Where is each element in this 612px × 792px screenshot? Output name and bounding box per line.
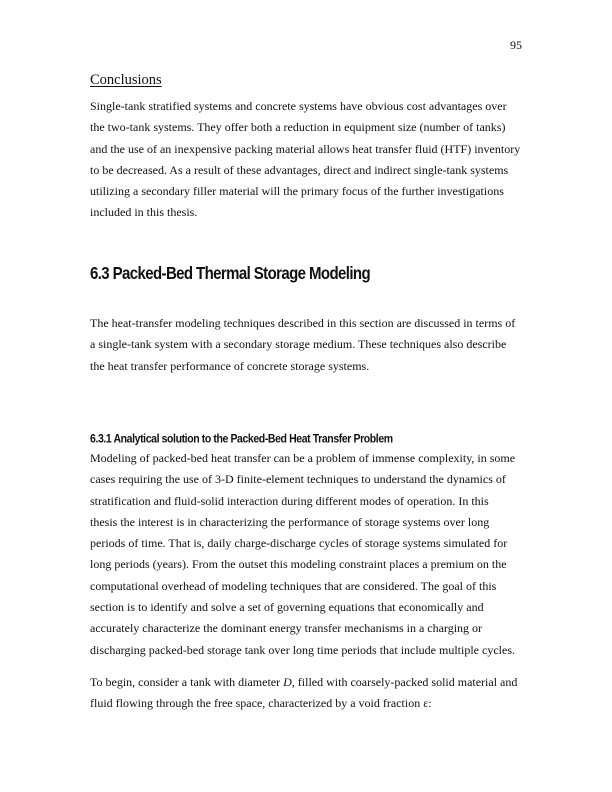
text-line: the two-tank systems. They offer both a reduction in equipment size (number of tanks)	[90, 120, 506, 135]
text-line: and the use of an inexpensive packing material allows heat transfer fluid (HTF) inventory	[90, 141, 521, 156]
text-line: Modeling of packed-bed heat transfer can be a problem of immense complexity, in some	[90, 451, 516, 465]
final-paragraph	[90, 672, 522, 715]
text-line: computational overhead of modeling techniques that are considered. The goal of this	[90, 578, 497, 593]
text-line: long periods (years). From the outset this modeling constraint places a premium on the	[90, 557, 507, 572]
text-line: discharging packed-bed storage tank over long time periods that include multiple cycles.	[90, 642, 515, 657]
text-line: fluid flowing through the free space, characterized by a void fraction ε:	[90, 696, 432, 711]
subsection-heading-6-3-1: 6.3.1 Analytical solution to the Packed-Bed Heat Transfer Problem	[90, 432, 393, 446]
text-line: section is to identify and solve a set of governing equations that economically and	[90, 600, 484, 615]
conclusions-heading: Conclusions	[90, 72, 162, 88]
text-line: to be decreased. As a result of these advantages, direct and indirect single-tank systems	[90, 162, 509, 177]
text-line: thesis the interest is in characterizing the performance of storage systems over long	[90, 514, 490, 529]
text-fragment: , filled with coarsely-packed solid material and	[291, 675, 518, 689]
text-line: Single-tank stratified systems and concrete systems have obvious cost advantages over	[90, 99, 507, 113]
text-line: a single-tank system with a secondary storage medium. These techniques also describe	[90, 337, 507, 352]
text-line: accurately characterize the dominant energy transfer mechanisms in a charging or	[90, 621, 483, 636]
text-line	[90, 672, 522, 693]
text-line: utilizing a secondary filler material will the primary focus of the further investigations	[90, 184, 504, 199]
conclusions-paragraph	[90, 96, 522, 224]
variable-d: D	[283, 675, 292, 689]
text-line: stratification and fluid-solid interaction during different modes of operation. In this	[90, 493, 489, 508]
section-6-3-paragraph	[90, 313, 522, 377]
text-line: the heat transfer performance of concrete storage systems.	[90, 358, 370, 373]
section-6-3-1-paragraph	[90, 448, 522, 661]
text-line: included in this thesis.	[90, 205, 198, 220]
text-fragment: To begin, consider a tank with diameter	[90, 675, 284, 689]
text-line: The heat-transfer modeling techniques described in this section are discussed in terms of	[90, 316, 516, 330]
page-number: 95	[510, 38, 522, 52]
section-heading-6-3: 6.3 Packed-Bed Thermal Storage Modeling	[90, 264, 371, 284]
text-line: cases requiring the use of 3-D finite-element techniques to understand the dynamics of	[90, 472, 506, 487]
text-line: periods of time. That is, daily charge-discharge cycles of storage systems simulated for	[90, 536, 508, 551]
